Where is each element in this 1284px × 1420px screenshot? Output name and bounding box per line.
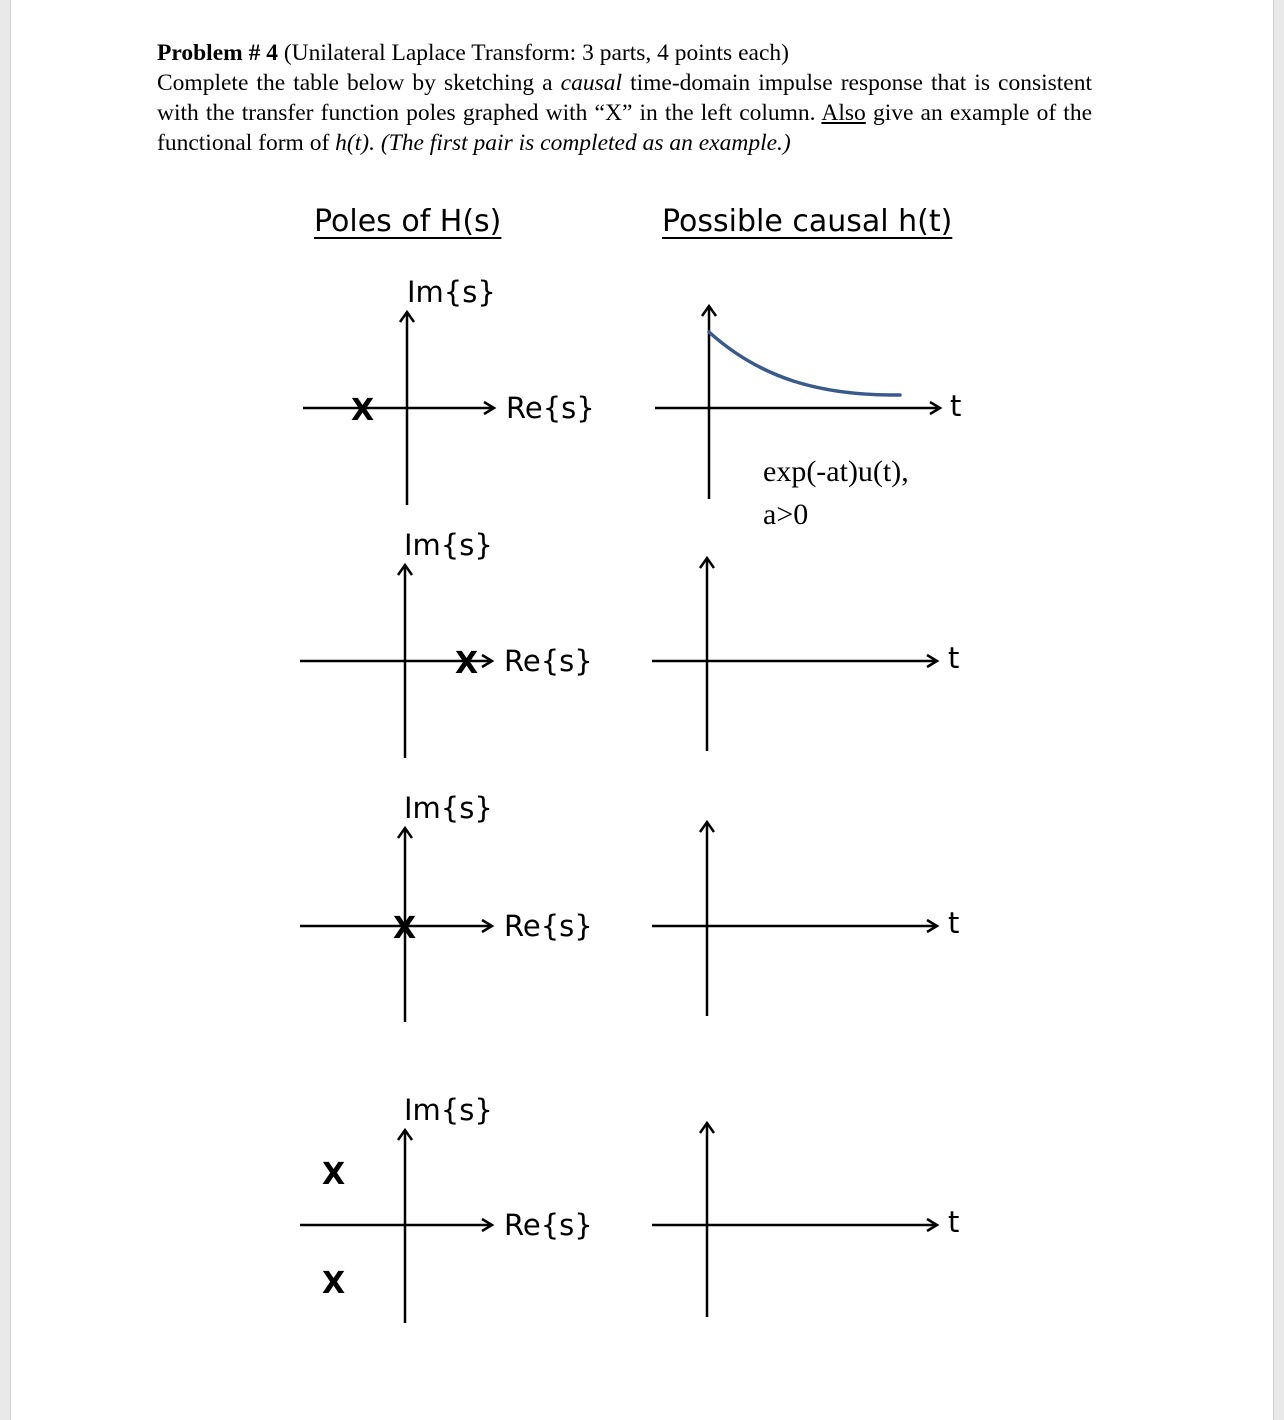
problem-subtitle: (Unilateral Laplace Transform: 3 parts, 4 points each): [283, 40, 789, 66]
real-axis-label: Re{s}: [504, 909, 593, 943]
causal-emphasis: causal: [560, 70, 622, 96]
row-4-response-plot: [652, 1123, 959, 1317]
time-axis-label: t: [948, 1205, 960, 1239]
row-2-response-plot: [652, 558, 959, 751]
poles-column-heading: Poles of H(s): [314, 204, 502, 239]
row-4-pole-plot: [300, 1093, 593, 1323]
imag-axis-label: Im{s}: [404, 528, 493, 562]
pole-marker: X: [351, 393, 375, 428]
row-3-response-plot: [652, 822, 959, 1016]
problem-text-3: give an example of the functional form of: [157, 100, 1092, 156]
imag-axis-label: Im{s}: [407, 275, 496, 309]
imag-axis-label: Im{s}: [404, 791, 493, 825]
lower-pole-marker: X: [322, 1266, 346, 1301]
example-note: (The first pair is completed as an example.): [380, 130, 791, 156]
problem-heading: Problem # 4: [157, 40, 278, 66]
problem-text-2: time-domain impulse response that is consistent with the transfer function poles graphed with “X” in the left column.: [157, 70, 1093, 126]
row-3-pole-plot: [300, 791, 593, 1022]
ht-math: h(t).: [335, 130, 375, 156]
response-column-heading: Possible causal h(t): [662, 204, 953, 239]
time-axis-label: t: [948, 906, 960, 940]
time-axis-label: t: [950, 389, 962, 423]
upper-pole-marker: X: [322, 1157, 346, 1192]
row-1-response-plot: [655, 306, 961, 531]
pole-marker: X: [455, 646, 479, 681]
real-axis-label: Re{s}: [504, 644, 593, 678]
real-axis-label: Re{s}: [504, 1208, 593, 1242]
decaying-exponential-curve: [709, 332, 900, 395]
example-function-line2: a>0: [763, 498, 809, 531]
pole-marker: X: [393, 911, 417, 946]
example-function-line1: exp(-at)u(t),: [763, 455, 909, 488]
problem-text-1: Complete the table below by sketching a: [157, 70, 553, 96]
time-axis-label: t: [948, 641, 960, 675]
real-axis-label: Re{s}: [506, 391, 595, 425]
row-1-pole-plot: [303, 275, 595, 505]
row-2-pole-plot: [300, 528, 593, 758]
also-underlined: Also: [821, 100, 866, 126]
imag-axis-label: Im{s}: [404, 1093, 493, 1127]
